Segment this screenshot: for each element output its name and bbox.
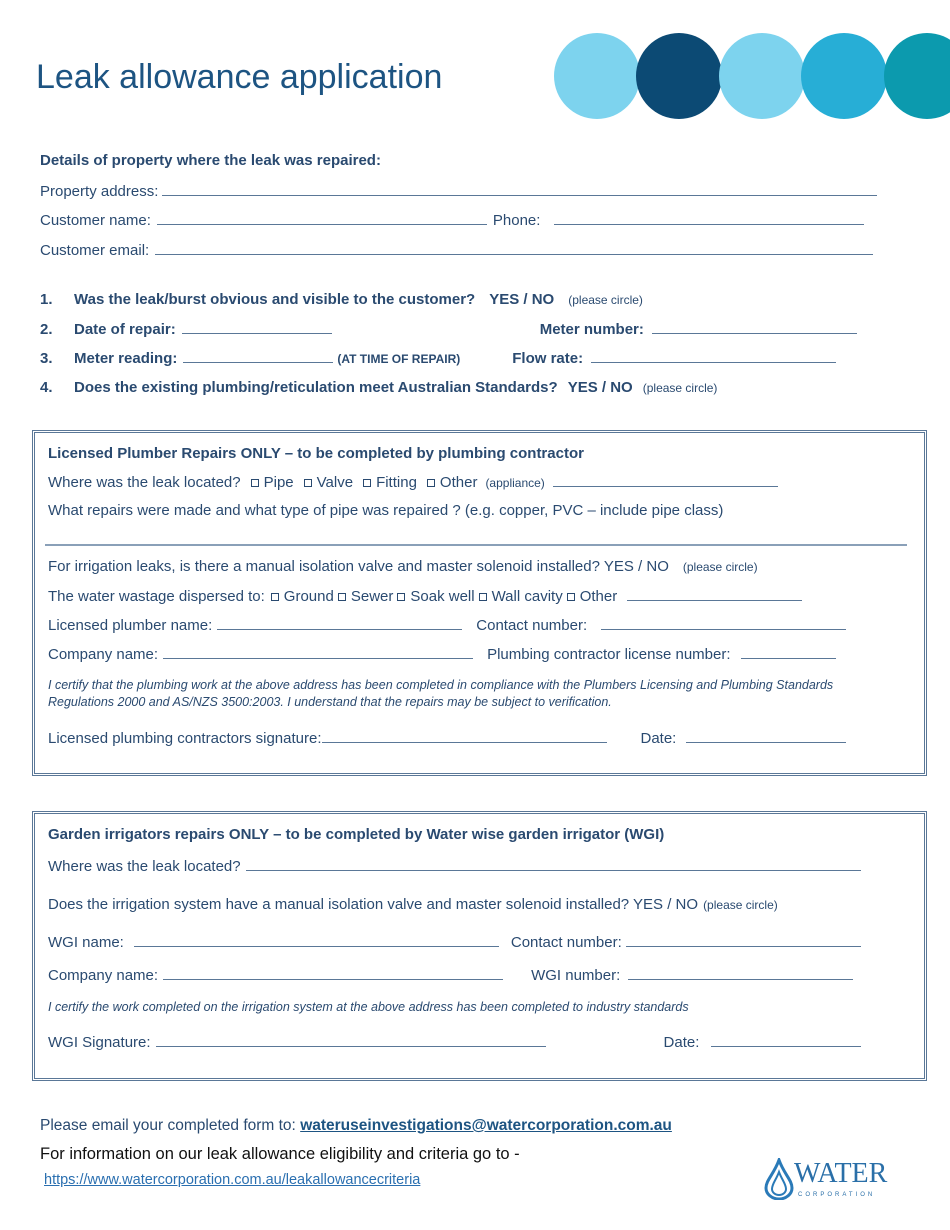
location-field[interactable] xyxy=(246,857,861,871)
plumber-heading: Licensed Plumber Repairs ONLY – to be completed by plumbing contractor xyxy=(48,445,584,462)
opt: Ground xyxy=(283,588,334,605)
opt: Valve xyxy=(316,474,354,491)
label: WGI number: xyxy=(531,967,621,984)
q-num: 4. xyxy=(40,379,53,396)
opt: Soak well xyxy=(410,588,475,605)
label: WGI Signature: xyxy=(48,1034,151,1051)
certify-text: I certify that the plumbing work at the above address has been completed in compliance with the Plumbers Licensing and Plumbing Standards Regulations 2000 and AS/NZS 3500:2003. I understand that the repairs may be subject to verification. xyxy=(48,678,834,709)
label: Customer email: xyxy=(40,242,150,259)
opt: Fitting xyxy=(376,474,417,491)
label: Plumbing contractor license number: xyxy=(487,646,731,663)
customer-email-field[interactable] xyxy=(155,241,873,255)
contact-number-field[interactable] xyxy=(626,933,861,947)
opt: Sewer xyxy=(350,588,394,605)
label: For irrigation leaks, is there a manual isolation valve and master solenoid installed? YES / NO xyxy=(48,558,669,575)
circle-navy xyxy=(636,33,722,119)
meter-number-field[interactable] xyxy=(652,320,857,334)
opt: Other xyxy=(439,474,478,491)
label: Does the irrigation system have a manual isolation valve and master solenoid installed? YES / NO xyxy=(48,896,699,913)
note: (appliance) xyxy=(485,476,545,490)
label: Contact number: xyxy=(510,934,622,951)
note: (please circle) xyxy=(682,560,758,574)
checkbox[interactable] xyxy=(479,593,487,601)
page-title: Leak allowance application xyxy=(36,58,443,96)
circle-mid xyxy=(801,33,887,119)
q-num: 2. xyxy=(40,321,53,338)
checkbox[interactable] xyxy=(567,593,575,601)
label: WGI name: xyxy=(48,934,124,951)
label: Date: xyxy=(663,1034,700,1051)
certify-text: I certify the work completed on the irrigation system at the above address has been completed to industry standards xyxy=(48,1000,689,1014)
label: The water wastage dispersed to: xyxy=(48,588,265,605)
contact-number-field[interactable] xyxy=(601,616,846,630)
water-drop-icon xyxy=(764,1158,794,1200)
q4-yesno[interactable]: YES / NO xyxy=(567,379,633,396)
q-num: 3. xyxy=(40,350,53,367)
note: (please circle) xyxy=(642,381,718,395)
meter-reading-field[interactable] xyxy=(183,349,333,363)
wgi-name-field[interactable] xyxy=(134,933,499,947)
wgi-heading: Garden irrigators repairs ONLY – to be completed by Water wise garden irrigator (WGI) xyxy=(48,826,665,843)
opt: Other xyxy=(579,588,618,605)
repairs-label: What repairs were made and what type of pipe was repaired ? (e.g. copper, PVC – include pipe class) xyxy=(48,502,724,519)
label: Company name: xyxy=(48,967,159,984)
q3-text: Meter reading: xyxy=(74,350,178,367)
date-of-repair-field[interactable] xyxy=(182,320,332,334)
logo-text: WATER xyxy=(794,1158,888,1189)
circle-teal xyxy=(884,33,950,119)
checkbox[interactable] xyxy=(397,593,405,601)
checkbox[interactable] xyxy=(271,593,279,601)
property-address-field[interactable] xyxy=(162,182,877,196)
q4-text: Does the existing plumbing/reticulation meet Australian Standards? xyxy=(74,379,558,396)
circle-light xyxy=(719,33,805,119)
note: (AT TIME OF REPAIR) xyxy=(337,352,461,366)
label: Date: xyxy=(640,730,677,747)
date-field[interactable] xyxy=(711,1033,861,1047)
other-field[interactable] xyxy=(627,587,802,601)
circle-light xyxy=(554,33,640,119)
opt: Pipe xyxy=(263,474,294,491)
label: Phone: xyxy=(492,212,541,229)
company-name-field[interactable] xyxy=(163,966,503,980)
label: Company name: xyxy=(48,646,159,663)
label: Property address: xyxy=(40,183,159,200)
email-text: Please email your completed form to: xyxy=(40,1117,296,1134)
q1-text: Was the leak/burst obvious and visible to the customer? xyxy=(74,291,476,308)
email-link[interactable]: wateruseinvestigations@watercorporation.com.au xyxy=(300,1117,672,1134)
checkbox[interactable] xyxy=(251,479,259,487)
date-field[interactable] xyxy=(686,729,846,743)
label: Licensed plumbing contractors signature: xyxy=(48,730,322,747)
q1-yesno[interactable]: YES / NO xyxy=(489,291,555,308)
signature-field[interactable] xyxy=(156,1033,546,1047)
q2-text: Date of repair: xyxy=(74,321,176,338)
plumber-name-field[interactable] xyxy=(217,616,462,630)
repairs-field[interactable] xyxy=(45,544,907,546)
q-num: 1. xyxy=(40,291,53,308)
info-text: For information on our leak allowance eligibility and criteria go to - xyxy=(40,1145,520,1163)
wgi-number-field[interactable] xyxy=(628,966,853,980)
water-corporation-logo xyxy=(764,1158,904,1204)
note: (please circle) xyxy=(568,293,643,307)
plumber-section xyxy=(32,430,927,776)
wgi-section xyxy=(32,811,927,1081)
phone-field[interactable] xyxy=(554,211,864,225)
label: Licensed plumber name: xyxy=(48,617,213,634)
logo-subtext: CORPORATION xyxy=(798,1192,876,1198)
signature-field[interactable] xyxy=(322,729,607,743)
label: Where was the leak located? xyxy=(48,858,241,875)
license-number-field[interactable] xyxy=(741,645,836,659)
customer-name-field[interactable] xyxy=(157,211,487,225)
checkbox[interactable] xyxy=(363,479,371,487)
note: (please circle) xyxy=(703,898,778,912)
label: Customer name: xyxy=(40,212,151,229)
flow-rate-field[interactable] xyxy=(591,349,836,363)
checkbox[interactable] xyxy=(304,479,312,487)
company-name-field[interactable] xyxy=(163,645,473,659)
label: Contact number: xyxy=(476,617,588,634)
label: Where was the leak located? xyxy=(48,474,241,491)
checkbox[interactable] xyxy=(427,479,435,487)
criteria-link[interactable]: https://www.watercorporation.com.au/leakallowancecriteria xyxy=(44,1172,421,1188)
flow-rate-label: Flow rate: xyxy=(512,350,584,367)
property-heading: Details of property where the leak was repaired: xyxy=(40,152,381,169)
other-field[interactable] xyxy=(553,473,778,487)
opt: Wall cavity xyxy=(491,588,563,605)
meter-number-label: Meter number: xyxy=(539,321,644,338)
checkbox[interactable] xyxy=(338,593,346,601)
